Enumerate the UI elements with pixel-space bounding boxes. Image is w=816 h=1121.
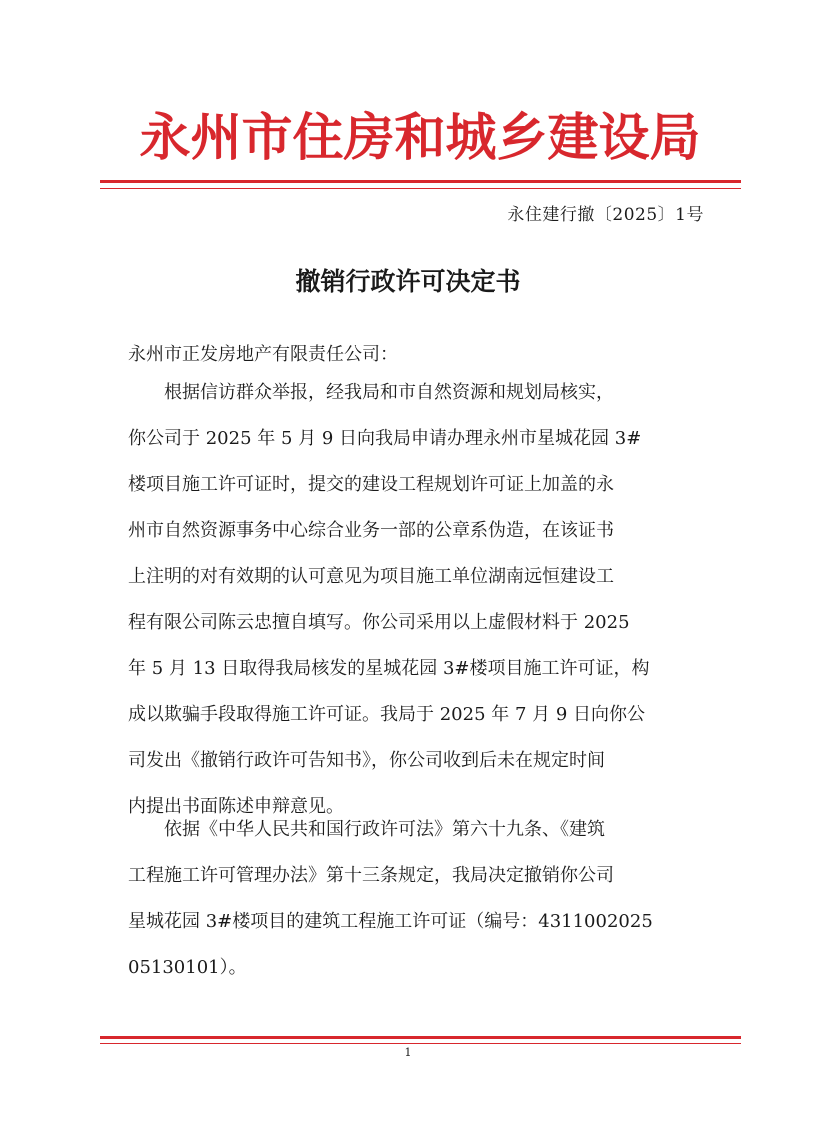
footer-rule-thick <box>100 1036 741 1039</box>
paragraph-line: 工程施工许可管理办法》第十三条规定，我局决定撤销你公司 <box>128 865 614 886</box>
paragraph-line: 根据信访群众举报，经我局和市自然资源和规划局核实， <box>164 382 614 403</box>
paragraph-line: 成以欺骗手段取得施工许可证。我局于 2025 年 7 月 9 日向你公 <box>128 704 646 725</box>
agency-header-title: 永州市住房和城乡建设局 <box>139 109 701 168</box>
paragraph-line: 内提出书面陈述申辩意见。 <box>128 796 344 817</box>
recipient-line: 永州市正发房地产有限责任公司： <box>128 344 398 365</box>
document-number: 永住建行撤〔2025〕1号 <box>507 205 704 225</box>
footer-rule-thin <box>100 1043 741 1044</box>
paragraph-line: 州市自然资源事务中心综合业务一部的公章系伪造，在该证书 <box>128 520 614 541</box>
paragraph-line: 你公司于 2025 年 5 月 9 日向我局申请办理永州市星城花园 3# <box>128 428 642 449</box>
header-rule-thick <box>100 180 741 183</box>
paragraph-line: 上注明的对有效期的认可意见为项目施工单位湖南远恒建设工 <box>128 566 614 587</box>
paragraph-line: 星城花园 3#楼项目的建筑工程施工许可证（编号：4311002025 <box>128 911 653 932</box>
paragraph-line: 程有限公司陈云忠擅自填写。你公司采用以上虚假材料于 2025 <box>128 612 630 633</box>
header-rule-thin <box>100 188 741 189</box>
paragraph-line: 05130101）。 <box>128 957 247 978</box>
paragraph-line: 依据《中华人民共和国行政许可法》第六十九条、《建筑 <box>164 819 605 840</box>
page-number: 1 <box>404 1046 412 1059</box>
document-title: 撤销行政许可决定书 <box>295 267 521 296</box>
paragraph-line: 年 5 月 13 日取得我局核发的星城花园 3#楼项目施工许可证，构 <box>128 658 650 679</box>
paragraph-line: 司发出《撤销行政许可告知书》，你公司收到后未在规定时间 <box>128 750 605 771</box>
paragraph-line: 楼项目施工许可证时，提交的建设工程规划许可证上加盖的永 <box>128 474 614 495</box>
